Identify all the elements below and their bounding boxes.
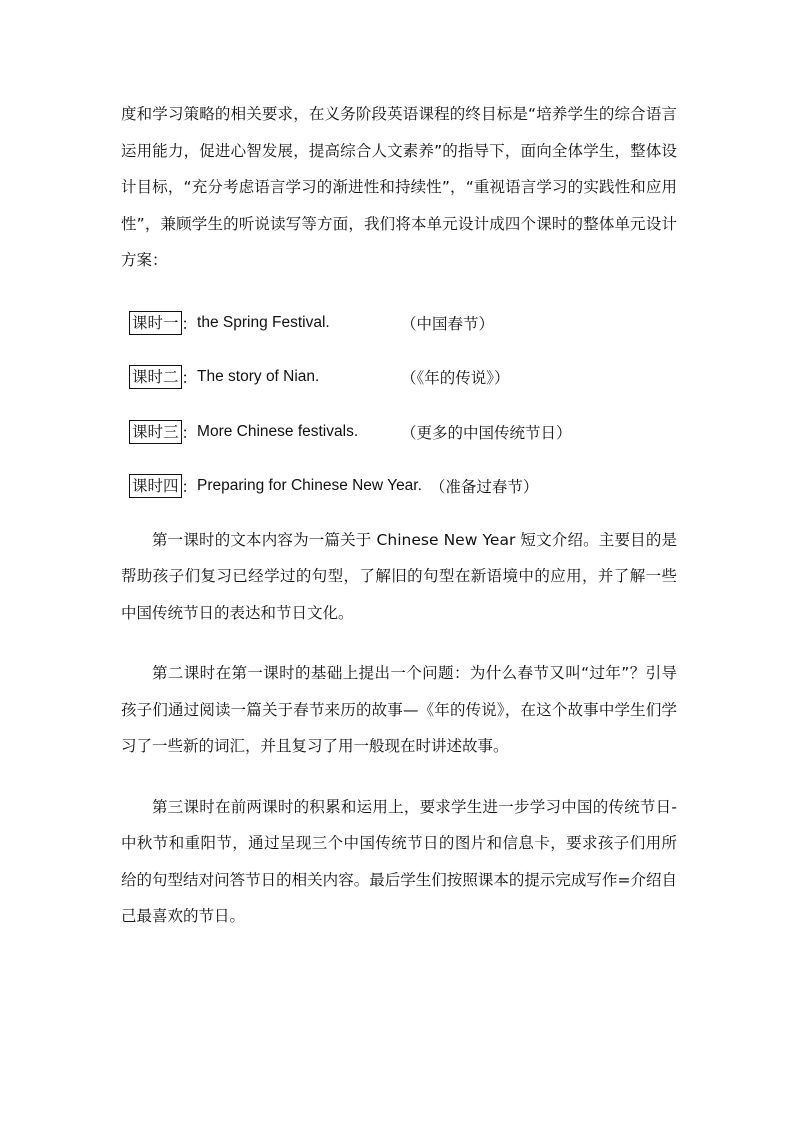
lesson-3-paragraph: 第三课时在前两课时的积累和运用上，要求学生进一步学习中国的传统节日-中秋节和重阳节，通过呈现三个中国传统节日的图片和信息卡，要求孩子们用所给的句型结对问答节日的相关内容。最后学生们按照课本的提示完成写作=介绍自己最喜欢的节日。 [121, 797, 677, 925]
intro-paragraph: 度和学习策略的相关要求，在义务阶段英语课程的终目标是“培养学生的综合语言运用能力，促进心智发展，提高综合人文素养”的指导下，面向全体学生，整体设计目标，“充分考虑语言学习的渐进性和持续性”，“重视语言学习的实践性和应用性”，兼顾学生的听说读写等方面，我们将本单元设计成四个课时的整体单元设计方案： [121, 105, 677, 269]
lesson-chinese-title: （准备过春节） [429, 478, 539, 497]
lesson-chinese-title: （中国春节） [401, 314, 495, 333]
lesson-colon: ： [181, 478, 198, 497]
document-body [121, 96, 677, 959]
lesson-title: Preparing for Chinese New Year. [197, 477, 422, 495]
lesson-title: The story of Nian. [197, 368, 320, 386]
lesson-chinese-title: （《年的传说》） [401, 369, 510, 388]
lesson-item-2 [121, 350, 677, 405]
lesson-tag: 课时一 [129, 311, 182, 335]
lesson-chinese-title: （更多的中国传统节日） [401, 423, 572, 442]
lesson-colon: ： [181, 423, 198, 442]
lesson-list [121, 296, 677, 514]
lesson-tag: 课时三 [129, 420, 182, 444]
lesson-item-4 [121, 459, 677, 514]
lesson-colon: ： [181, 369, 198, 388]
lesson-item-3 [121, 405, 677, 460]
lesson-1-paragraph: 第一课时的文本内容为一篇关于 Chinese New Year 短文介绍。主要目的是帮助孩子们复习已经学过的句型，了解旧的句型在新语境中的应用，并了解一些中国传统节日的表达和节日文化。 [121, 530, 677, 622]
lesson-title: the Spring Festival. [197, 313, 330, 331]
lesson-title: More Chinese festivals. [197, 422, 359, 440]
lesson-2-paragraph: 第二课时在第一课时的基础上提出一个问题：为什么春节又叫“过年”？引导孩子们通过阅读一篇关于春节来历的故事—《年的传说》，在这个故事中学生们学习了一些新的词汇，并且复习了用一般现在时讲述故事。 [121, 664, 677, 755]
lesson-tag: 课时二 [129, 365, 182, 389]
lesson-item-1 [121, 296, 677, 351]
lesson-colon: ： [181, 314, 198, 333]
lesson-tag: 课时四 [129, 474, 182, 498]
